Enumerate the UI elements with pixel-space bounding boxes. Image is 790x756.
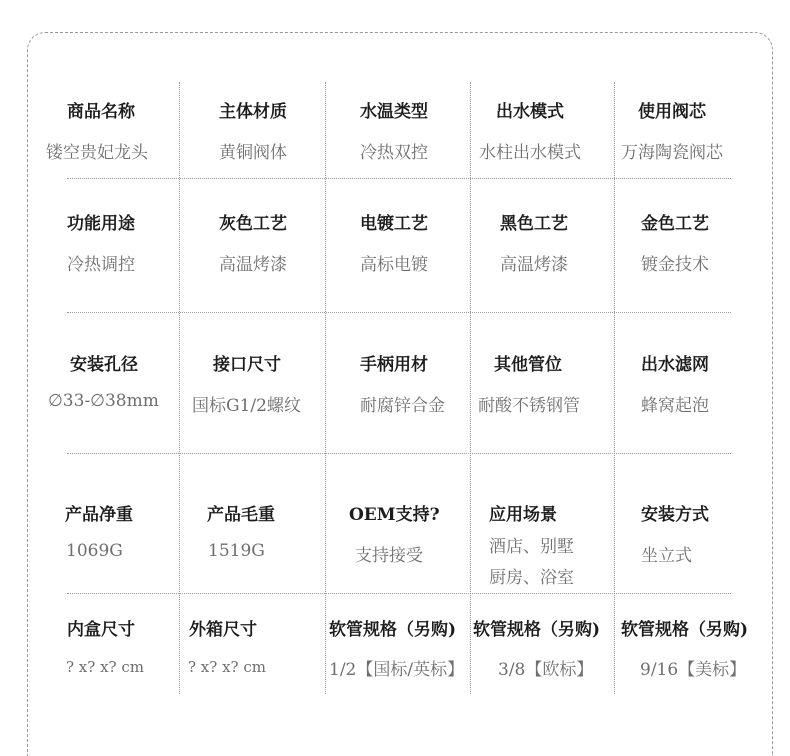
spec-value: 耐腐锌合金 (360, 396, 445, 416)
spec-label: 安装方式 (641, 505, 709, 525)
spec-value: 坐立式 (641, 546, 692, 566)
spec-label: 电镀工艺 (360, 214, 428, 234)
spec-value: 冷热双控 (360, 143, 428, 163)
spec-value: 蜂窝起泡 (641, 396, 709, 416)
spec-label: 商品名称 (67, 102, 135, 122)
spec-value: 厨房、浴室 (489, 568, 574, 588)
spec-label: 软管规格（另购) (621, 620, 749, 640)
spec-label: 安装孔径 (70, 355, 138, 375)
spec-label: 产品毛重 (207, 505, 275, 525)
spec-value: 水柱出水模式 (479, 143, 581, 163)
spec-label: 主体材质 (219, 102, 287, 122)
spec-value: 支持接受 (355, 546, 423, 566)
column-divider (179, 82, 180, 694)
row-divider (67, 312, 731, 313)
column-divider (470, 82, 471, 694)
spec-label: 内盒尺寸 (67, 620, 135, 640)
spec-label: 手柄用材 (360, 355, 428, 375)
spec-value: 耐酸不锈钢管 (478, 396, 580, 416)
spec-value: ? x? x? cm (188, 658, 266, 676)
spec-value: 酒店、别墅 (489, 537, 574, 557)
spec-label: 其他管位 (494, 355, 562, 375)
spec-value: 1/2【国标/英标】 (329, 660, 465, 680)
spec-value: 3/8【欧标】 (498, 660, 594, 680)
spec-value: 万海陶瓷阀芯 (621, 143, 723, 163)
spec-value: 镂空贵妃龙头 (46, 143, 148, 163)
column-divider (325, 82, 326, 694)
spec-label: 金色工艺 (641, 214, 709, 234)
column-divider (614, 82, 615, 694)
spec-label: 应用场景 (489, 505, 557, 525)
spec-label: 产品净重 (65, 505, 133, 525)
spec-label: 出水模式 (496, 102, 564, 122)
spec-label: 外箱尺寸 (189, 620, 257, 640)
spec-label: 灰色工艺 (219, 214, 287, 234)
spec-label: 接口尺寸 (213, 355, 281, 375)
spec-value: 国标G1/2螺纹 (192, 396, 301, 416)
spec-label: 出水滤网 (641, 355, 709, 375)
spec-value: 冷热调控 (67, 255, 135, 275)
spec-value: 镀金技术 (641, 255, 709, 275)
spec-value: 高温烤漆 (219, 255, 287, 275)
spec-label: 使用阀芯 (638, 102, 706, 122)
row-divider (67, 178, 731, 179)
spec-value: 1519G (208, 541, 265, 561)
row-divider (67, 453, 731, 454)
spec-value: 黄铜阀体 (219, 143, 287, 163)
spec-label: 黑色工艺 (500, 214, 568, 234)
row-divider (67, 593, 731, 594)
spec-label: 软管规格（另购) (329, 620, 457, 640)
spec-label: 水温类型 (360, 102, 428, 122)
spec-label: 软管规格（另购) (473, 620, 601, 640)
spec-label: 功能用途 (67, 214, 135, 234)
spec-value: ∅33-∅38mm (48, 391, 159, 411)
spec-value: 高温烤漆 (500, 255, 568, 275)
spec-value: 9/16【美标】 (640, 660, 747, 680)
spec-value: 高标电镀 (360, 255, 428, 275)
spec-value: 1069G (66, 541, 123, 561)
spec-value: ? x? x? cm (66, 658, 144, 676)
spec-label: OEM支持? (349, 505, 440, 525)
